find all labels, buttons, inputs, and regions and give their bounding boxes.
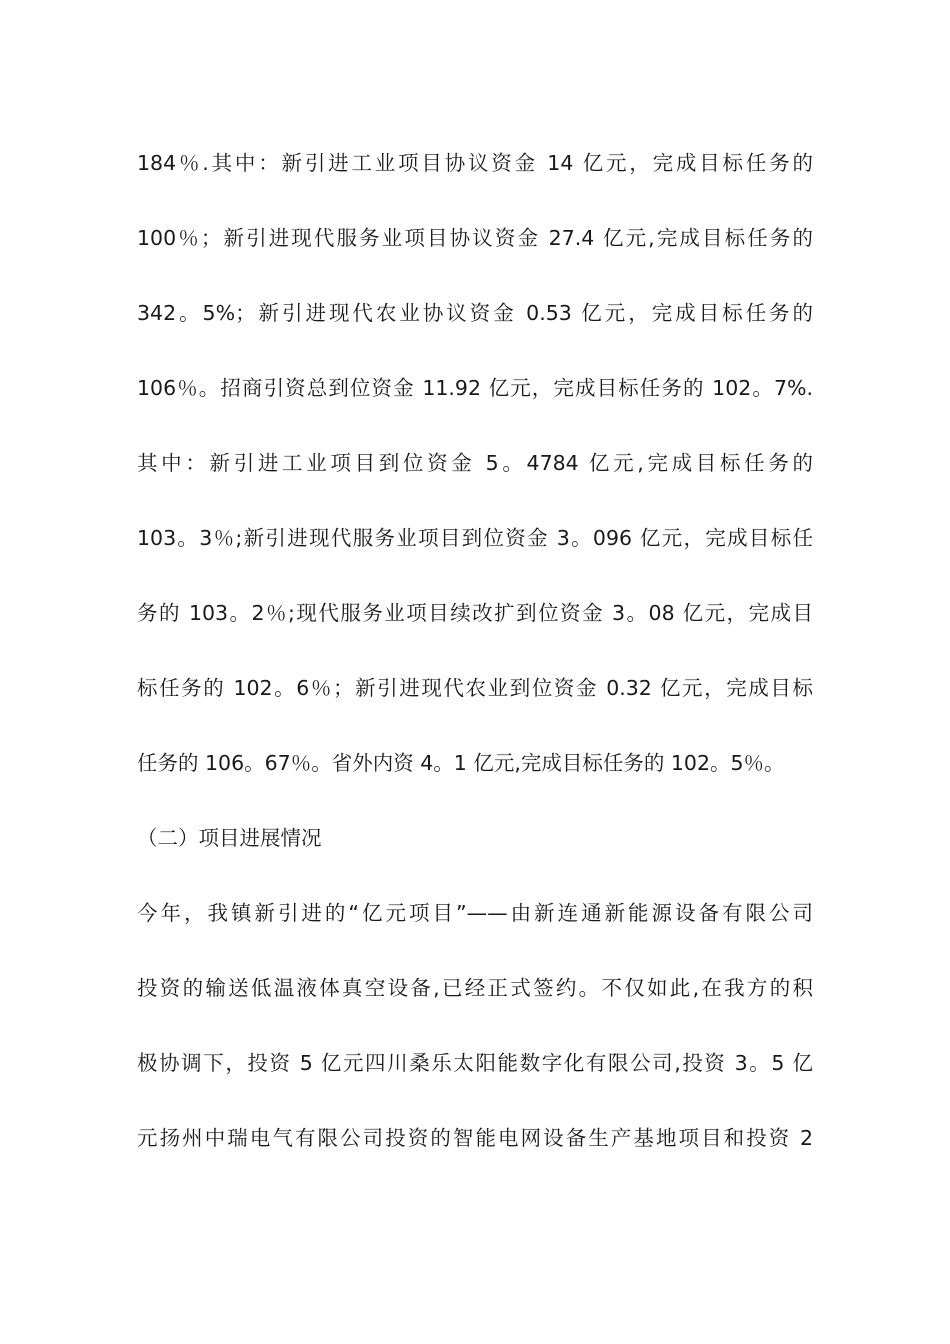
- text-line-14: 元扬州中瑞电气有限公司投资的智能电网设备生产基地项目和投资 2: [137, 1126, 813, 1150]
- section-heading: （二）项目进展情况: [137, 826, 322, 850]
- text-line-9: 任务的 106。67％。省外内资 4。1 亿元,完成目标任务的 102。5％。: [137, 751, 785, 775]
- text-line-2: 100％；新引进现代服务业项目协议资金 27.4 亿元,完成目标任务的: [137, 226, 813, 250]
- text-line-3: 342。5%；新引进现代农业协议资金 0.53 亿元，完成目标任务的: [137, 301, 813, 325]
- text-line-6: 103。3％;新引进现代服务业项目到位资金 3。096 亿元，完成目标任: [137, 526, 813, 550]
- text-line-13: 极协调下，投资 5 亿元四川桑乐太阳能数字化有限公司,投资 3。5 亿: [137, 1051, 813, 1075]
- text-line-1: 184％.其中：新引进工业项目协议资金 14 亿元，完成目标任务的: [137, 151, 813, 175]
- body-text: [137, 141, 813, 1191]
- text-line-11: 今年，我镇新引进的“亿元项目”——由新连通新能源设备有限公司: [137, 901, 813, 925]
- text-line-7: 务的 103。2％;现代服务业项目续改扩到位资金 3。08 亿元，完成目: [137, 601, 813, 625]
- text-line-8: 标任务的 102。6％；新引进现代农业到位资金 0.32 亿元，完成目标: [137, 676, 813, 700]
- text-line-4: 106％。招商引资总到位资金 11.92 亿元，完成目标任务的 102。7%.: [137, 376, 813, 400]
- text-line-5: 其中：新引进工业项目到位资金 5。4784 亿元,完成目标任务的: [137, 451, 813, 475]
- text-line-12: 投资的输送低温液体真空设备,已经正式签约。不仅如此,在我方的积: [137, 976, 813, 1000]
